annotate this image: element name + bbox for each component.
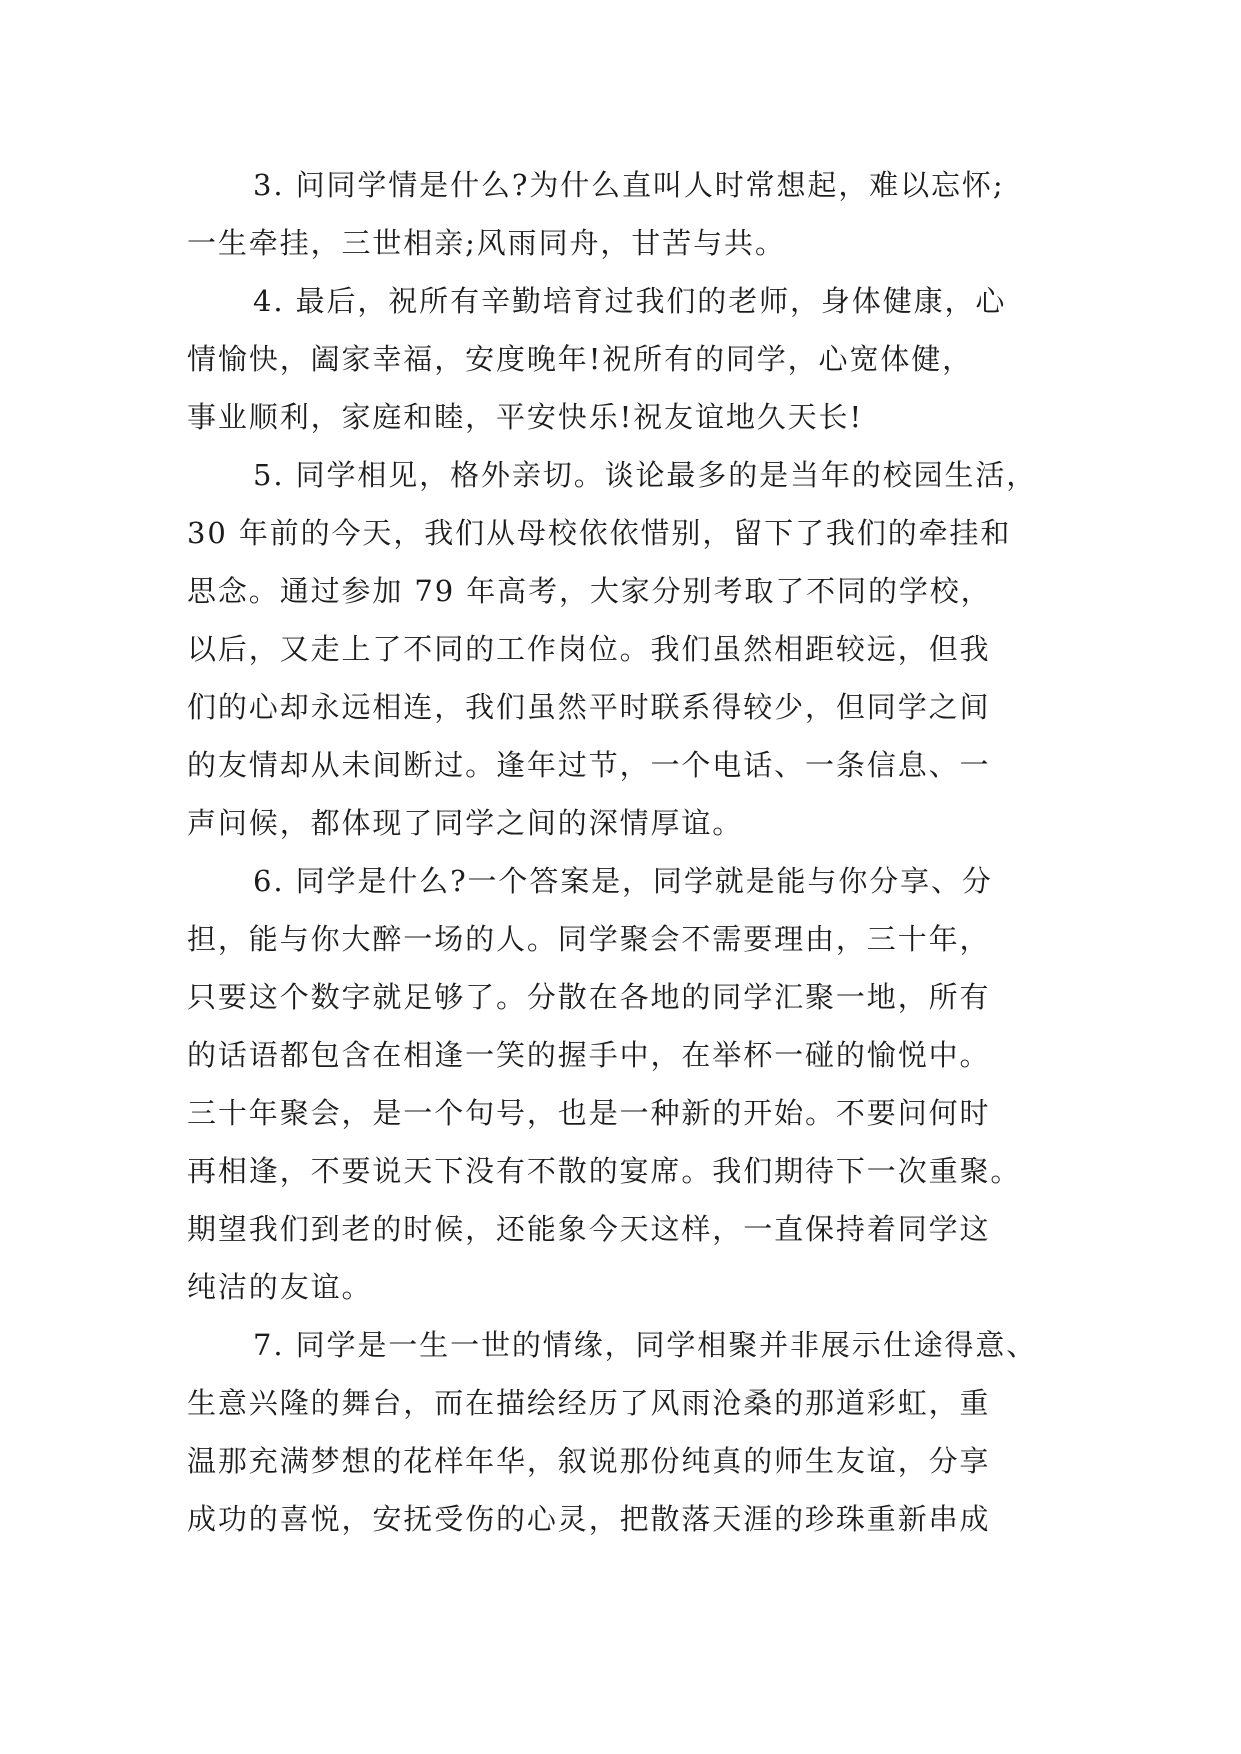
text-line: 三十年聚会，是一个句号，也是一种新的开始。不要问何时 — [187, 1096, 991, 1130]
text-line: 成功的喜悦，安抚受伤的心灵，把散落天涯的珍珠重新串成 — [187, 1502, 991, 1536]
paragraph-6 — [187, 852, 1067, 1316]
text-line: 温那充满梦想的花样年华，叙说那份纯真的师生友谊，分享 — [187, 1444, 991, 1478]
text-line: 纯洁的友谊。 — [187, 1270, 373, 1304]
text-line: 以后，又走上了不同的工作岗位。我们虽然相距较远，但我 — [187, 632, 991, 666]
document-body — [187, 156, 1067, 1548]
text-line: 期望我们到老的时候，还能象今天这样，一直保持着同学这 — [187, 1212, 991, 1246]
text-line: 的友情却从未间断过。逢年过节，一个电话、一条信息、一 — [187, 748, 991, 782]
text-line: 声问候，都体现了同学之间的深情厚谊。 — [187, 806, 744, 840]
text-line: 5. 同学相见，格外亲切。谈论最多的是当年的校园生活， — [253, 458, 1038, 492]
paragraph-4 — [187, 272, 1067, 446]
text-line: 只要这个数字就足够了。分散在各地的同学汇聚一地，所有 — [187, 980, 991, 1014]
text-line: 事业顺利，家庭和睦，平安快乐!祝友谊地久天长! — [187, 400, 864, 434]
text-line: 思念。通过参加 79 年高考，大家分别考取了不同的学校， — [187, 574, 992, 608]
text-line: 再相逢，不要说天下没有不散的宴席。我们期待下一次重聚。 — [187, 1154, 1022, 1188]
text-line: 的话语都包含在相逢一笑的握手中，在举杯一碰的愉悦中。 — [187, 1038, 991, 1072]
paragraph-5 — [187, 446, 1067, 852]
text-line: 担，能与你大醉一场的人。同学聚会不需要理由，三十年， — [187, 922, 991, 956]
text-line: 生意兴隆的舞台，而在描绘经历了风雨沧桑的那道彩虹，重 — [187, 1386, 991, 1420]
text-line: 6. 同学是什么?一个答案是，同学就是能与你分享、分 — [253, 864, 993, 898]
text-line: 们的心却永远相连，我们虽然平时联系得较少，但同学之间 — [187, 690, 991, 724]
text-line: 情愉快，阖家幸福，安度晚年!祝所有的同学，心宽体健， — [187, 342, 974, 376]
paragraph-7 — [187, 1316, 1067, 1548]
text-line: 一生牵挂，三世相亲;风雨同舟，甘苦与共。 — [187, 226, 786, 260]
paragraph-3 — [187, 156, 1067, 272]
text-line: 4. 最后，祝所有辛勤培育过我们的老师，身体健康，心 — [253, 284, 1007, 318]
text-line: 30 年前的今天，我们从母校依依惜别，留下了我们的牵挂和 — [187, 516, 1012, 550]
text-line: 7. 同学是一生一世的情缘，同学相聚并非展示仕途得意、 — [253, 1328, 1038, 1362]
text-line: 3. 问同学情是什么?为什么直叫人时常想起，难以忘怀; — [253, 168, 1005, 202]
